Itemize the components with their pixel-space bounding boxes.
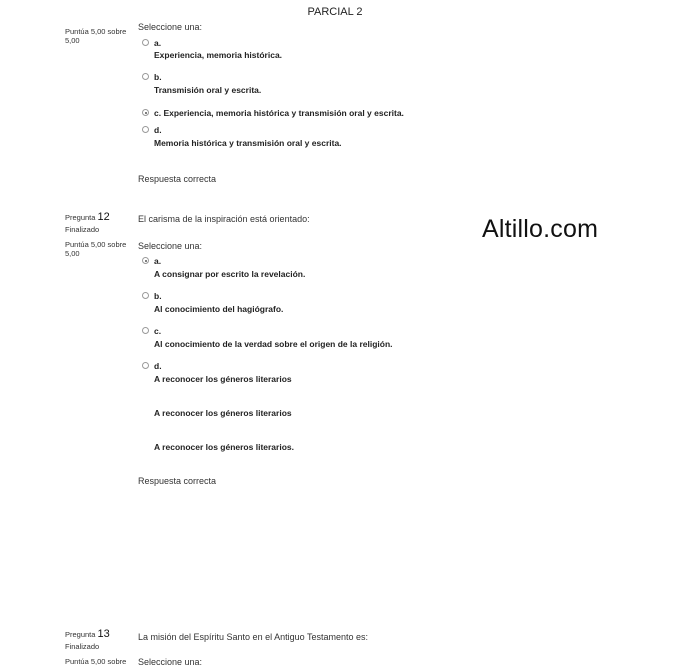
question-text: El carisma de la inspiración está orientado:: [138, 214, 310, 224]
radio-button[interactable]: [142, 292, 149, 299]
radio-button[interactable]: [142, 39, 149, 46]
radio-button[interactable]: [142, 126, 149, 133]
question-number: Pregunta 13: [65, 628, 110, 640]
option-text: Memoria histórica y transmisión oral y escrita.: [154, 138, 342, 148]
option-text: c. Experiencia, memoria histórica y transmisión oral y escrita.: [154, 108, 404, 118]
question-text: La misión del Espíritu Santo en el Antiguo Testamento es:: [138, 632, 368, 642]
option-letter: d.: [154, 361, 162, 371]
option-text: Al conocimiento de la verdad sobre el origen de la religión.: [154, 339, 393, 349]
question-info-12: [65, 213, 131, 258]
watermark-text: Altillo.com: [482, 215, 599, 243]
option-letter: b.: [154, 72, 162, 82]
select-prompt: Seleccione una:: [138, 657, 203, 667]
radio-button-selected[interactable]: [142, 257, 149, 264]
radio-button[interactable]: [142, 327, 149, 334]
option-text: Experiencia, memoria histórica.: [154, 50, 283, 60]
option-letter: d.: [154, 125, 162, 135]
option-text: A consignar por escrito la revelación.: [154, 269, 306, 279]
radio-button[interactable]: [142, 362, 149, 369]
radio-button[interactable]: [142, 73, 149, 80]
question-grade: Puntúa 5,00 sobre: [65, 657, 127, 666]
option-text: Transmisión oral y escrita.: [154, 85, 262, 95]
option-extra-text: A reconocer los géneros literarios.: [154, 442, 294, 452]
option-letter: b.: [154, 291, 162, 301]
option-text: A reconocer los géneros literarios: [154, 374, 292, 384]
feedback-text: Respuesta correcta: [138, 476, 217, 486]
question-info-11: [65, 27, 131, 45]
option-letter: a.: [154, 256, 162, 266]
question-state: Finalizado: [65, 225, 100, 234]
question-state: Finalizado: [65, 642, 100, 651]
question-grade: Puntúa 5,00 sobre 5,00: [65, 240, 127, 258]
option-text: Al conocimiento del hagiógrafo.: [154, 304, 284, 314]
option-letter: c.: [154, 326, 162, 336]
option-letter: a.: [154, 38, 162, 48]
feedback-text: Respuesta correcta: [138, 174, 217, 184]
radio-button-selected[interactable]: [142, 109, 149, 116]
select-prompt: Seleccione una:: [138, 22, 203, 32]
question-number: Pregunta 12: [65, 211, 110, 223]
question-grade: Puntúa 5,00 sobre 5,00: [65, 27, 127, 45]
select-prompt: Seleccione una:: [138, 241, 203, 251]
question-info-13: [65, 630, 131, 666]
page-title: PARCIAL 2: [307, 6, 363, 18]
option-extra-text: A reconocer los géneros literarios: [154, 408, 292, 418]
